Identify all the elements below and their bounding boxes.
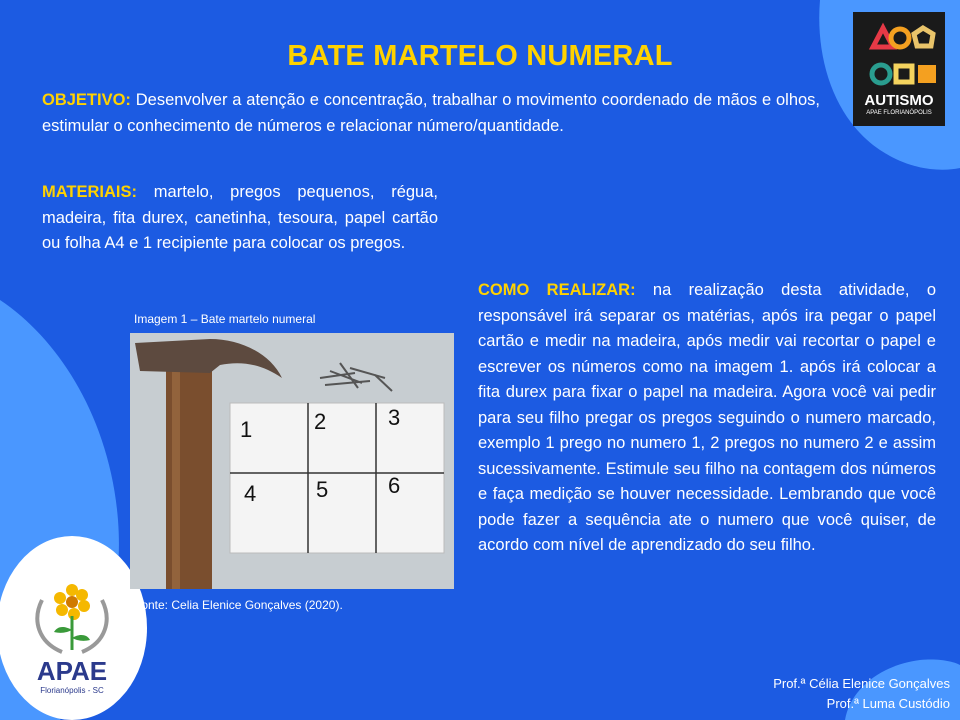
image-caption: Imagem 1 – Bate martelo numeral <box>134 312 316 326</box>
apae-logo-subtext: Florianópolis - SC <box>40 686 104 695</box>
grid-number-1: 1 <box>240 417 253 442</box>
objective-label: OBJETIVO: <box>42 91 131 109</box>
credits <box>773 674 950 714</box>
materials-paragraph <box>42 180 438 257</box>
objective-paragraph <box>42 88 820 139</box>
apae-flower-icon <box>22 580 122 660</box>
page-title: BATE MARTELO NUMERAL <box>287 40 673 72</box>
hammer-board-photo <box>130 333 454 589</box>
autismo-logo-subtext: APAE FLORIANÓPOLIS <box>866 110 932 116</box>
grid-number-3: 3 <box>388 405 401 430</box>
objective-text: Desenvolver a atenção e concentração, trabalhar o movimento coordenado de mãos e olhos, estimular o conhecimento de números e relacionar número/quantidade. <box>42 91 821 135</box>
materials-text: martelo, pregos pequenos, régua, madeira, fita durex, canetinha, tesoura, papel cartão ou folha A4 e 1 recipiente para colocar os pregos. <box>42 183 438 252</box>
paper-grid <box>230 403 444 553</box>
how-to-text: na realização desta atividade, o responsável irá separar os matérias, após ira pegar o papel cartão e medir na madeira, após medir vai recortar o papel e escrever os números como na imagem 1. após irá colocar a fita durex para fixar o papel na madeira. Agora você vai pedir para seu filho pregar os pregos seguindo o numero marcado, exemplo 1 prego no numero 1, 2 pregos no numero 2 e assim sucessivamente. Estimule seu filho na contagem dos números e faça medição se houver necessidade. Lembrando que você pode fazer a sequência ate o numero que você quiser, de acordo com nível de aprendizado do seu filho. <box>478 281 936 554</box>
image-source: Fonte: Celia Elenice Gonçalves (2020). <box>134 598 343 612</box>
autismo-logo-text: AUTISMO <box>864 92 934 109</box>
apae-logo-text: APAE <box>36 656 108 686</box>
materials-label: MATERIAIS: <box>42 183 138 201</box>
grid-number-4: 4 <box>244 481 257 506</box>
grid-number-6: 6 <box>388 473 401 498</box>
grid-number-5: 5 <box>316 477 329 502</box>
grid-number-2: 2 <box>314 409 327 434</box>
credit-line: Prof.ª Luma Custódio <box>826 696 950 711</box>
apae-logo <box>22 580 122 710</box>
how-to-paragraph <box>478 278 936 559</box>
credit-line: Prof.ª Célia Elenice Gonçalves <box>773 676 950 691</box>
how-to-label: COMO REALIZAR: <box>478 281 636 299</box>
photo-illustration <box>130 333 454 589</box>
